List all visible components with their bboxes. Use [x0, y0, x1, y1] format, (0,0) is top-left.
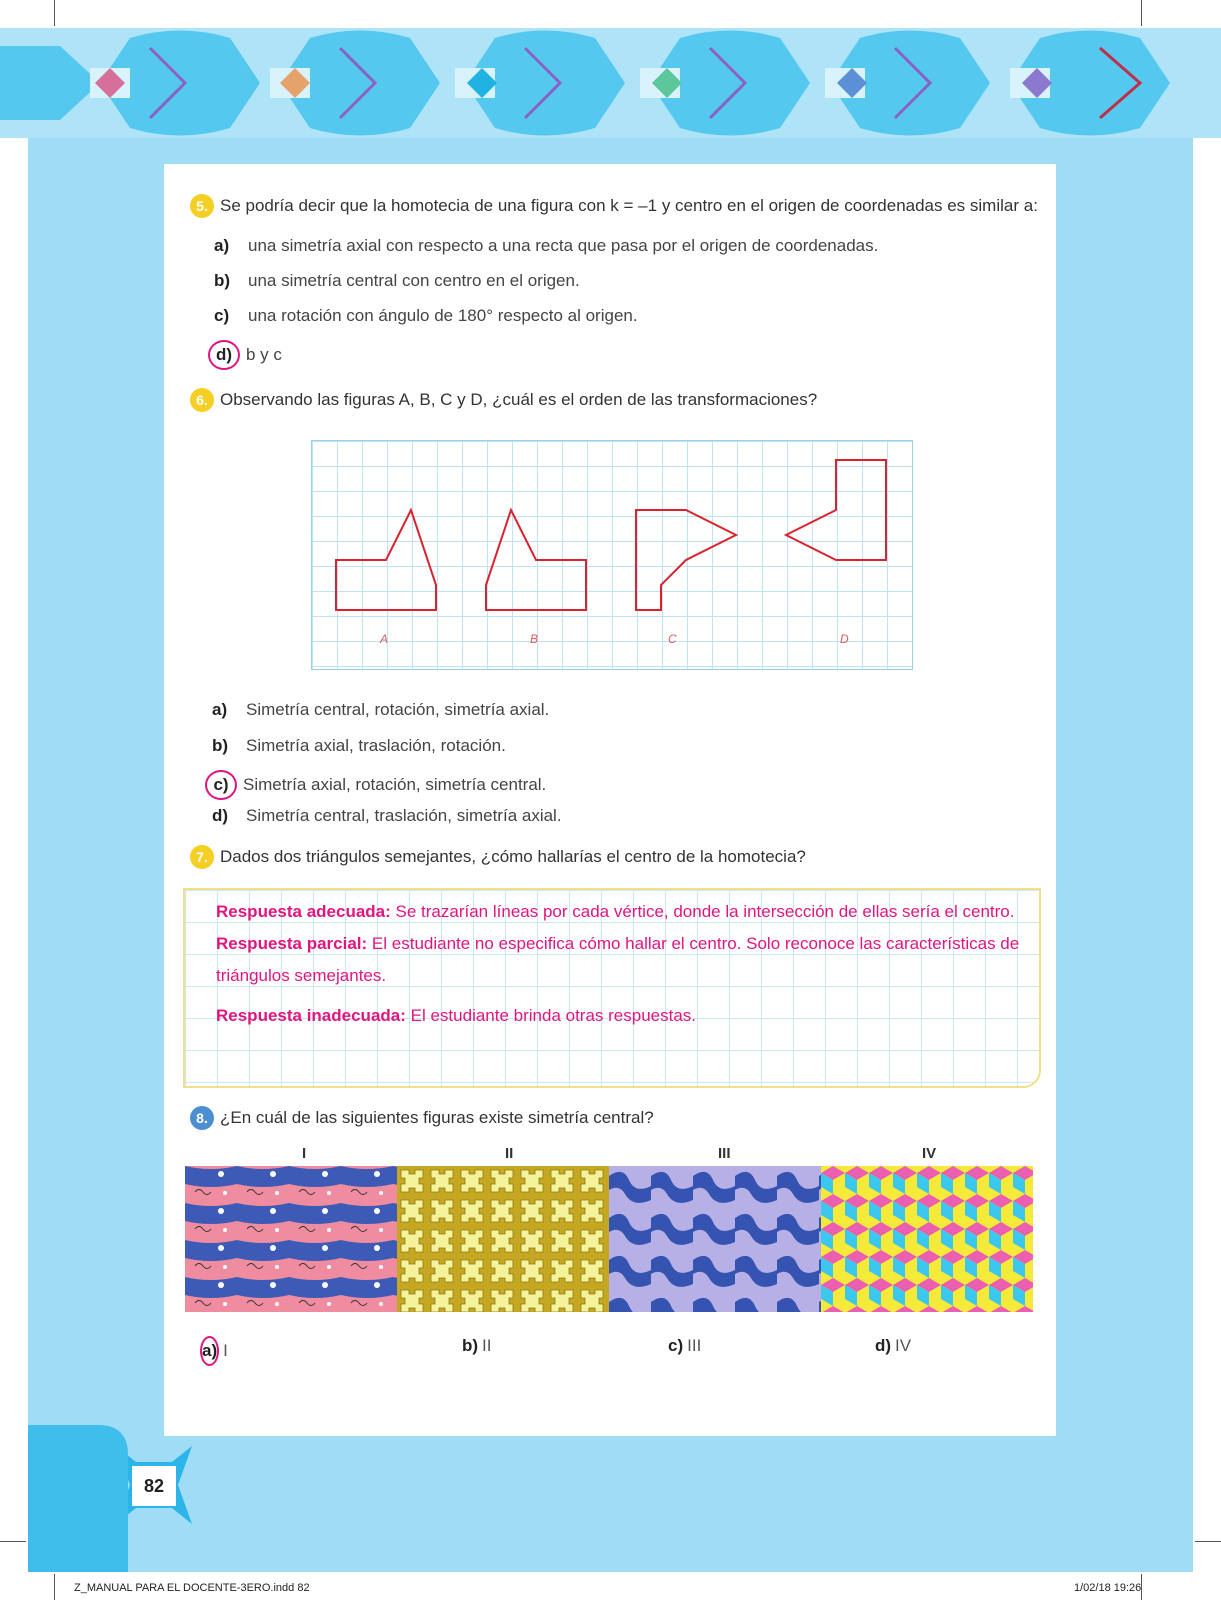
- q5-option-d-selected[interactable]: [208, 340, 282, 370]
- figure-label-d: D: [840, 632, 849, 646]
- q8-option-b[interactable]: [462, 1336, 492, 1356]
- option-text: Simetría central, rotación, simetría axial.: [246, 700, 550, 719]
- figure-c-shape: [636, 510, 736, 610]
- option-text: Simetría axial, rotación, simetría central.: [243, 775, 547, 794]
- figure-label-b: B: [530, 632, 539, 646]
- answer-text: El estudiante brinda otras respuestas.: [410, 1006, 697, 1025]
- decorative-banner: [0, 28, 1221, 138]
- q6-option-d[interactable]: [212, 806, 562, 826]
- question-text: Dados dos triángulos semejantes, ¿cómo hallarías el centro de la homotecia?: [220, 847, 806, 866]
- answer-adequate: [216, 896, 1026, 928]
- selected-option-circle: c): [205, 770, 237, 800]
- q6-option-b[interactable]: [212, 736, 506, 756]
- figure-label-c: C: [668, 632, 677, 646]
- question-7: [190, 845, 806, 869]
- answer-label: Respuesta inadecuada:: [216, 1006, 406, 1025]
- q8-option-d[interactable]: [875, 1336, 911, 1356]
- option-text: IV: [895, 1336, 912, 1355]
- crop-mark: [54, 1574, 55, 1600]
- option-label: c): [668, 1336, 684, 1355]
- option-text: III: [687, 1336, 702, 1355]
- answer-label: Respuesta parcial:: [216, 934, 368, 953]
- figure-label-i: I: [302, 1145, 307, 1162]
- tessellation-swirls: [609, 1166, 821, 1312]
- figure-label-a: A: [380, 632, 389, 646]
- corner-tab: [28, 1425, 128, 1572]
- option-text: b y c: [246, 345, 282, 364]
- footer-date: 1/02/18 19:26: [1074, 1582, 1142, 1594]
- question-number-badge: 6.: [190, 388, 214, 412]
- answer-inadequate: [216, 1000, 1026, 1032]
- transformation-figures: [311, 440, 911, 668]
- question-text: Observando las figuras A, B, C y D, ¿cuál es el orden de las transformaciones?: [220, 390, 818, 409]
- figure-label-iii: III: [718, 1145, 731, 1162]
- crop-mark: [0, 1541, 26, 1542]
- question-6: [190, 388, 817, 412]
- q5-option-c[interactable]: [214, 306, 638, 326]
- q8-option-a-selected[interactable]: [200, 1336, 228, 1366]
- tessellation-cubes: [821, 1166, 1033, 1312]
- answer-label: Respuesta adecuada:: [216, 902, 391, 921]
- question-8: [190, 1106, 654, 1130]
- option-label: b): [462, 1336, 479, 1355]
- answer-text: El estudiante no especifica cómo hallar el centro. Solo reconoce las características de triángulos semejantes.: [216, 934, 1020, 985]
- option-text: una simetría axial con respecto a una recta que pasa por el origen de coordenadas.: [248, 236, 879, 255]
- footer-filename: Z_MANUAL PARA EL DOCENTE-3ERO.indd 82: [74, 1582, 310, 1594]
- option-label: b): [214, 271, 231, 290]
- figure-b-shape: [486, 510, 586, 610]
- figure-label-ii: II: [505, 1145, 514, 1162]
- figure-a-shape: [336, 510, 436, 610]
- tessellation-bones: [397, 1166, 609, 1312]
- question-5: [190, 194, 1038, 218]
- question-number-badge: 5.: [190, 194, 214, 218]
- question-text: Se podría decir que la homotecia de una figura con k = –1 y centro en el origen de coordenadas es similar a:: [220, 196, 1038, 215]
- crop-mark: [1141, 0, 1142, 26]
- q6-option-a[interactable]: [212, 700, 549, 720]
- option-text: Simetría central, traslación, simetría axial.: [246, 806, 562, 825]
- crop-mark: [1195, 1541, 1221, 1542]
- answer-text: Se trazarían líneas por cada vértice, donde la intersección de ellas sería el centro.: [395, 902, 1015, 921]
- page-number: 82: [132, 1466, 176, 1506]
- option-label: a): [214, 236, 230, 255]
- selected-option-circle: d): [208, 340, 240, 370]
- question-number-badge: 7.: [190, 845, 214, 869]
- option-text: una rotación con ángulo de 180° respecto al origen.: [248, 306, 638, 325]
- figure-label-iv: IV: [922, 1145, 937, 1162]
- q8-option-c[interactable]: [668, 1336, 701, 1356]
- answer-partial: [216, 928, 1026, 992]
- crop-mark: [54, 0, 55, 26]
- q5-option-b[interactable]: [214, 271, 580, 291]
- option-label: d): [212, 806, 229, 825]
- option-label: a): [212, 700, 228, 719]
- question-number-badge: 8.: [190, 1106, 214, 1130]
- option-text: una simetría central con centro en el origen.: [248, 271, 580, 290]
- option-text: I: [223, 1341, 228, 1360]
- selected-option-circle: a): [200, 1336, 219, 1366]
- q6-option-c-selected[interactable]: [205, 770, 546, 800]
- question-text: ¿En cuál de las siguientes figuras existe simetría central?: [220, 1108, 654, 1127]
- option-text: Simetría axial, traslación, rotación.: [246, 736, 506, 755]
- option-label: d): [875, 1336, 892, 1355]
- option-label: b): [212, 736, 229, 755]
- option-label: c): [214, 306, 230, 325]
- tessellation-fish: [185, 1166, 397, 1312]
- figure-d-shape: [786, 460, 886, 560]
- q5-option-a[interactable]: [214, 236, 878, 256]
- option-text: II: [482, 1336, 492, 1355]
